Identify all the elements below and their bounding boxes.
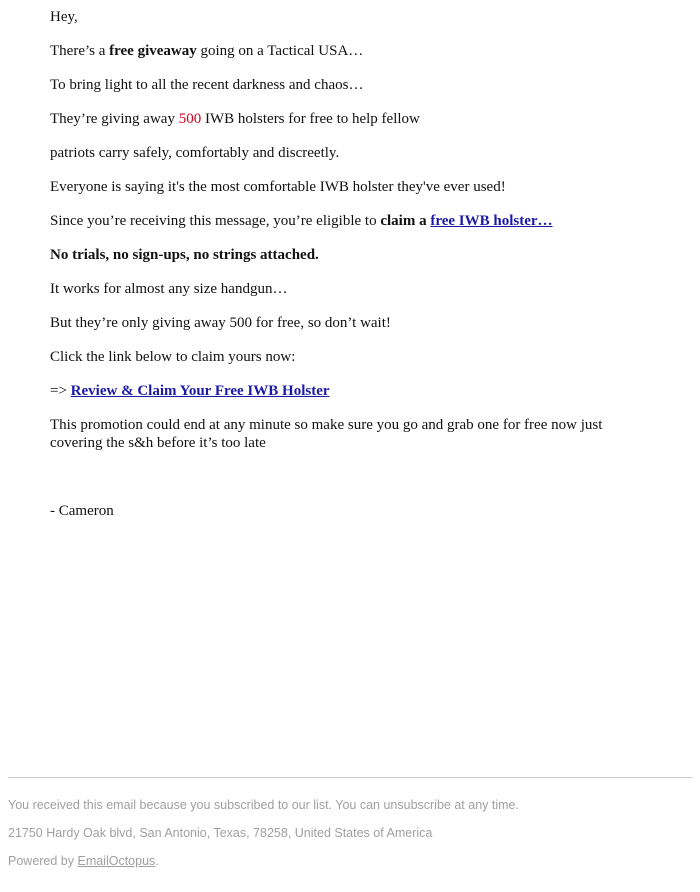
cta-line: [50, 382, 650, 400]
eligible-line: [50, 212, 650, 230]
quantity-line: [50, 110, 650, 128]
powered-by: [8, 854, 159, 868]
powered-prefix: Powered by: [8, 854, 78, 868]
giveaway-emphasis: free giveaway: [109, 43, 197, 59]
greeting: Hey,: [50, 9, 78, 25]
promotion-line: This promotion could end at any minute so make sure you go and grab one for free now just covering the s&h before it’s too late: [50, 417, 603, 451]
subscription-note: You received this email because you subscribed to our list. You can unsubscribe at any time.: [8, 798, 519, 812]
eligible-emphasis: claim a: [380, 213, 431, 229]
sender-address: 21750 Hardy Oak blvd, San Antonio, Texas, 78258, United States of America: [8, 826, 433, 840]
patriots-line: patriots carry safely, comfortably and discreetly.: [50, 145, 340, 161]
quantity-line-pre: They’re giving away: [50, 111, 179, 127]
darkness-line: To bring light to all the recent darkness and chaos…: [50, 77, 364, 93]
powered-suffix: .: [155, 854, 159, 868]
click-below-line: Click the link below to claim yours now:: [50, 349, 296, 365]
no-strings-line: No trials, no sign-ups, no strings attached.: [50, 247, 319, 263]
giveaway-line-pre: There’s a: [50, 43, 110, 59]
signature: - Cameron: [50, 503, 114, 519]
limited-line: But they’re only giving away 500 for free, so don’t wait!: [50, 315, 391, 331]
review-claim-link[interactable]: Review & Claim Your Free IWB Holster: [70, 383, 330, 399]
cta-arrow: =>: [50, 383, 71, 399]
footer-divider: [8, 777, 692, 778]
quantity-highlight: 500: [178, 111, 202, 127]
claim-holster-link[interactable]: free IWB holster…: [430, 213, 553, 229]
comfort-line: Everyone is saying it's the most comfortable IWB holster they've ever used!: [50, 179, 506, 195]
eligible-line-pre: Since you’re receiving this message, you’re eligible to: [50, 213, 381, 229]
handgun-line: It works for almost any size handgun…: [50, 281, 288, 297]
quantity-line-post: IWB holsters for free to help fellow: [201, 111, 420, 127]
emailoctopus-link[interactable]: EmailOctopus: [77, 854, 156, 868]
giveaway-line-post: going on a Tactical USA…: [196, 43, 364, 59]
giveaway-line: [50, 42, 650, 60]
